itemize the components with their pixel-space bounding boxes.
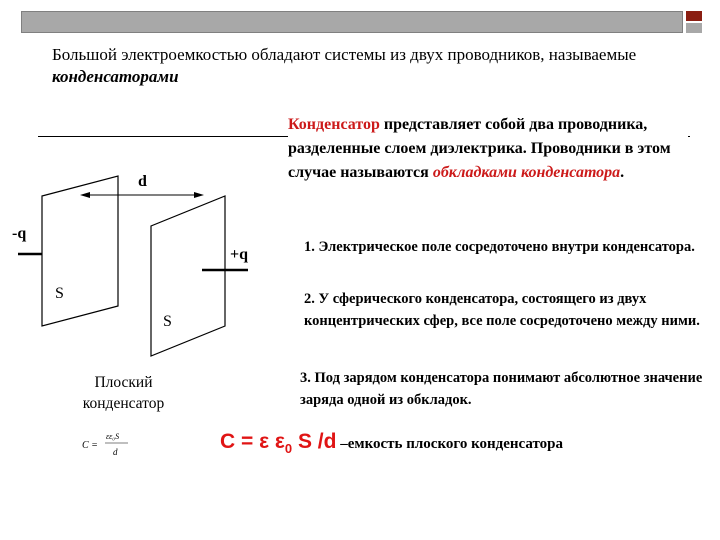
intro-emphasis: конденсаторами	[52, 67, 179, 86]
small-formula-lhs: C =	[82, 440, 98, 451]
caption-line-1: Плоский	[94, 374, 153, 391]
small-formula	[78, 428, 138, 462]
title-bar	[21, 11, 683, 33]
point-1: 1. Электрическое поле сосредоточено внутри конденсатора.	[304, 239, 695, 255]
intro-main: Большой электроемкостью обладают системы из двух проводников, называемые	[52, 45, 637, 64]
left-plate	[42, 176, 118, 326]
right-charge-label: +q	[230, 246, 249, 263]
left-charge-label: -q	[12, 225, 27, 242]
right-area-label: S	[163, 313, 172, 330]
arrow-head-right	[194, 192, 204, 198]
capacitor-diagram	[0, 150, 290, 370]
formula-subscript: 0	[284, 441, 293, 457]
right-plate	[151, 196, 225, 356]
point-3: 3. Под зарядом конденсатора понимают абсолютное значение заряда одной из обкладок.	[300, 370, 703, 408]
capacitance-formula	[220, 430, 563, 456]
definition-end: .	[620, 164, 625, 181]
definition-paragraph	[288, 113, 688, 185]
left-area-label: S	[55, 285, 64, 302]
diagram-caption	[66, 372, 181, 414]
distance-label: d	[138, 173, 147, 190]
definition-plates: обкладками конденсатора	[432, 164, 621, 181]
formula-rhs: S /d	[292, 430, 337, 453]
definition-term: Конденсатор	[288, 116, 380, 133]
formula-lhs: C = ε ε	[220, 430, 285, 453]
caption-line-2: конденсатор	[82, 395, 165, 412]
accent-square	[686, 11, 702, 21]
small-formula-denominator: d	[113, 447, 118, 457]
small-formula-numerator: εε₀S	[106, 432, 120, 441]
arrow-head-left	[80, 192, 90, 198]
grey-square	[686, 23, 702, 33]
definition-text: представляет собой два проводника, разделенные слоем диэлектрика. Проводники в этом случае называются	[288, 116, 671, 181]
formula-description: –емкость плоского конденсатора	[336, 436, 564, 452]
intro-text	[52, 44, 692, 88]
point-2: 2. У сферического конденсатора, состоящего из двух концентрических сфер, все поле сосредоточено между ними.	[304, 291, 700, 329]
